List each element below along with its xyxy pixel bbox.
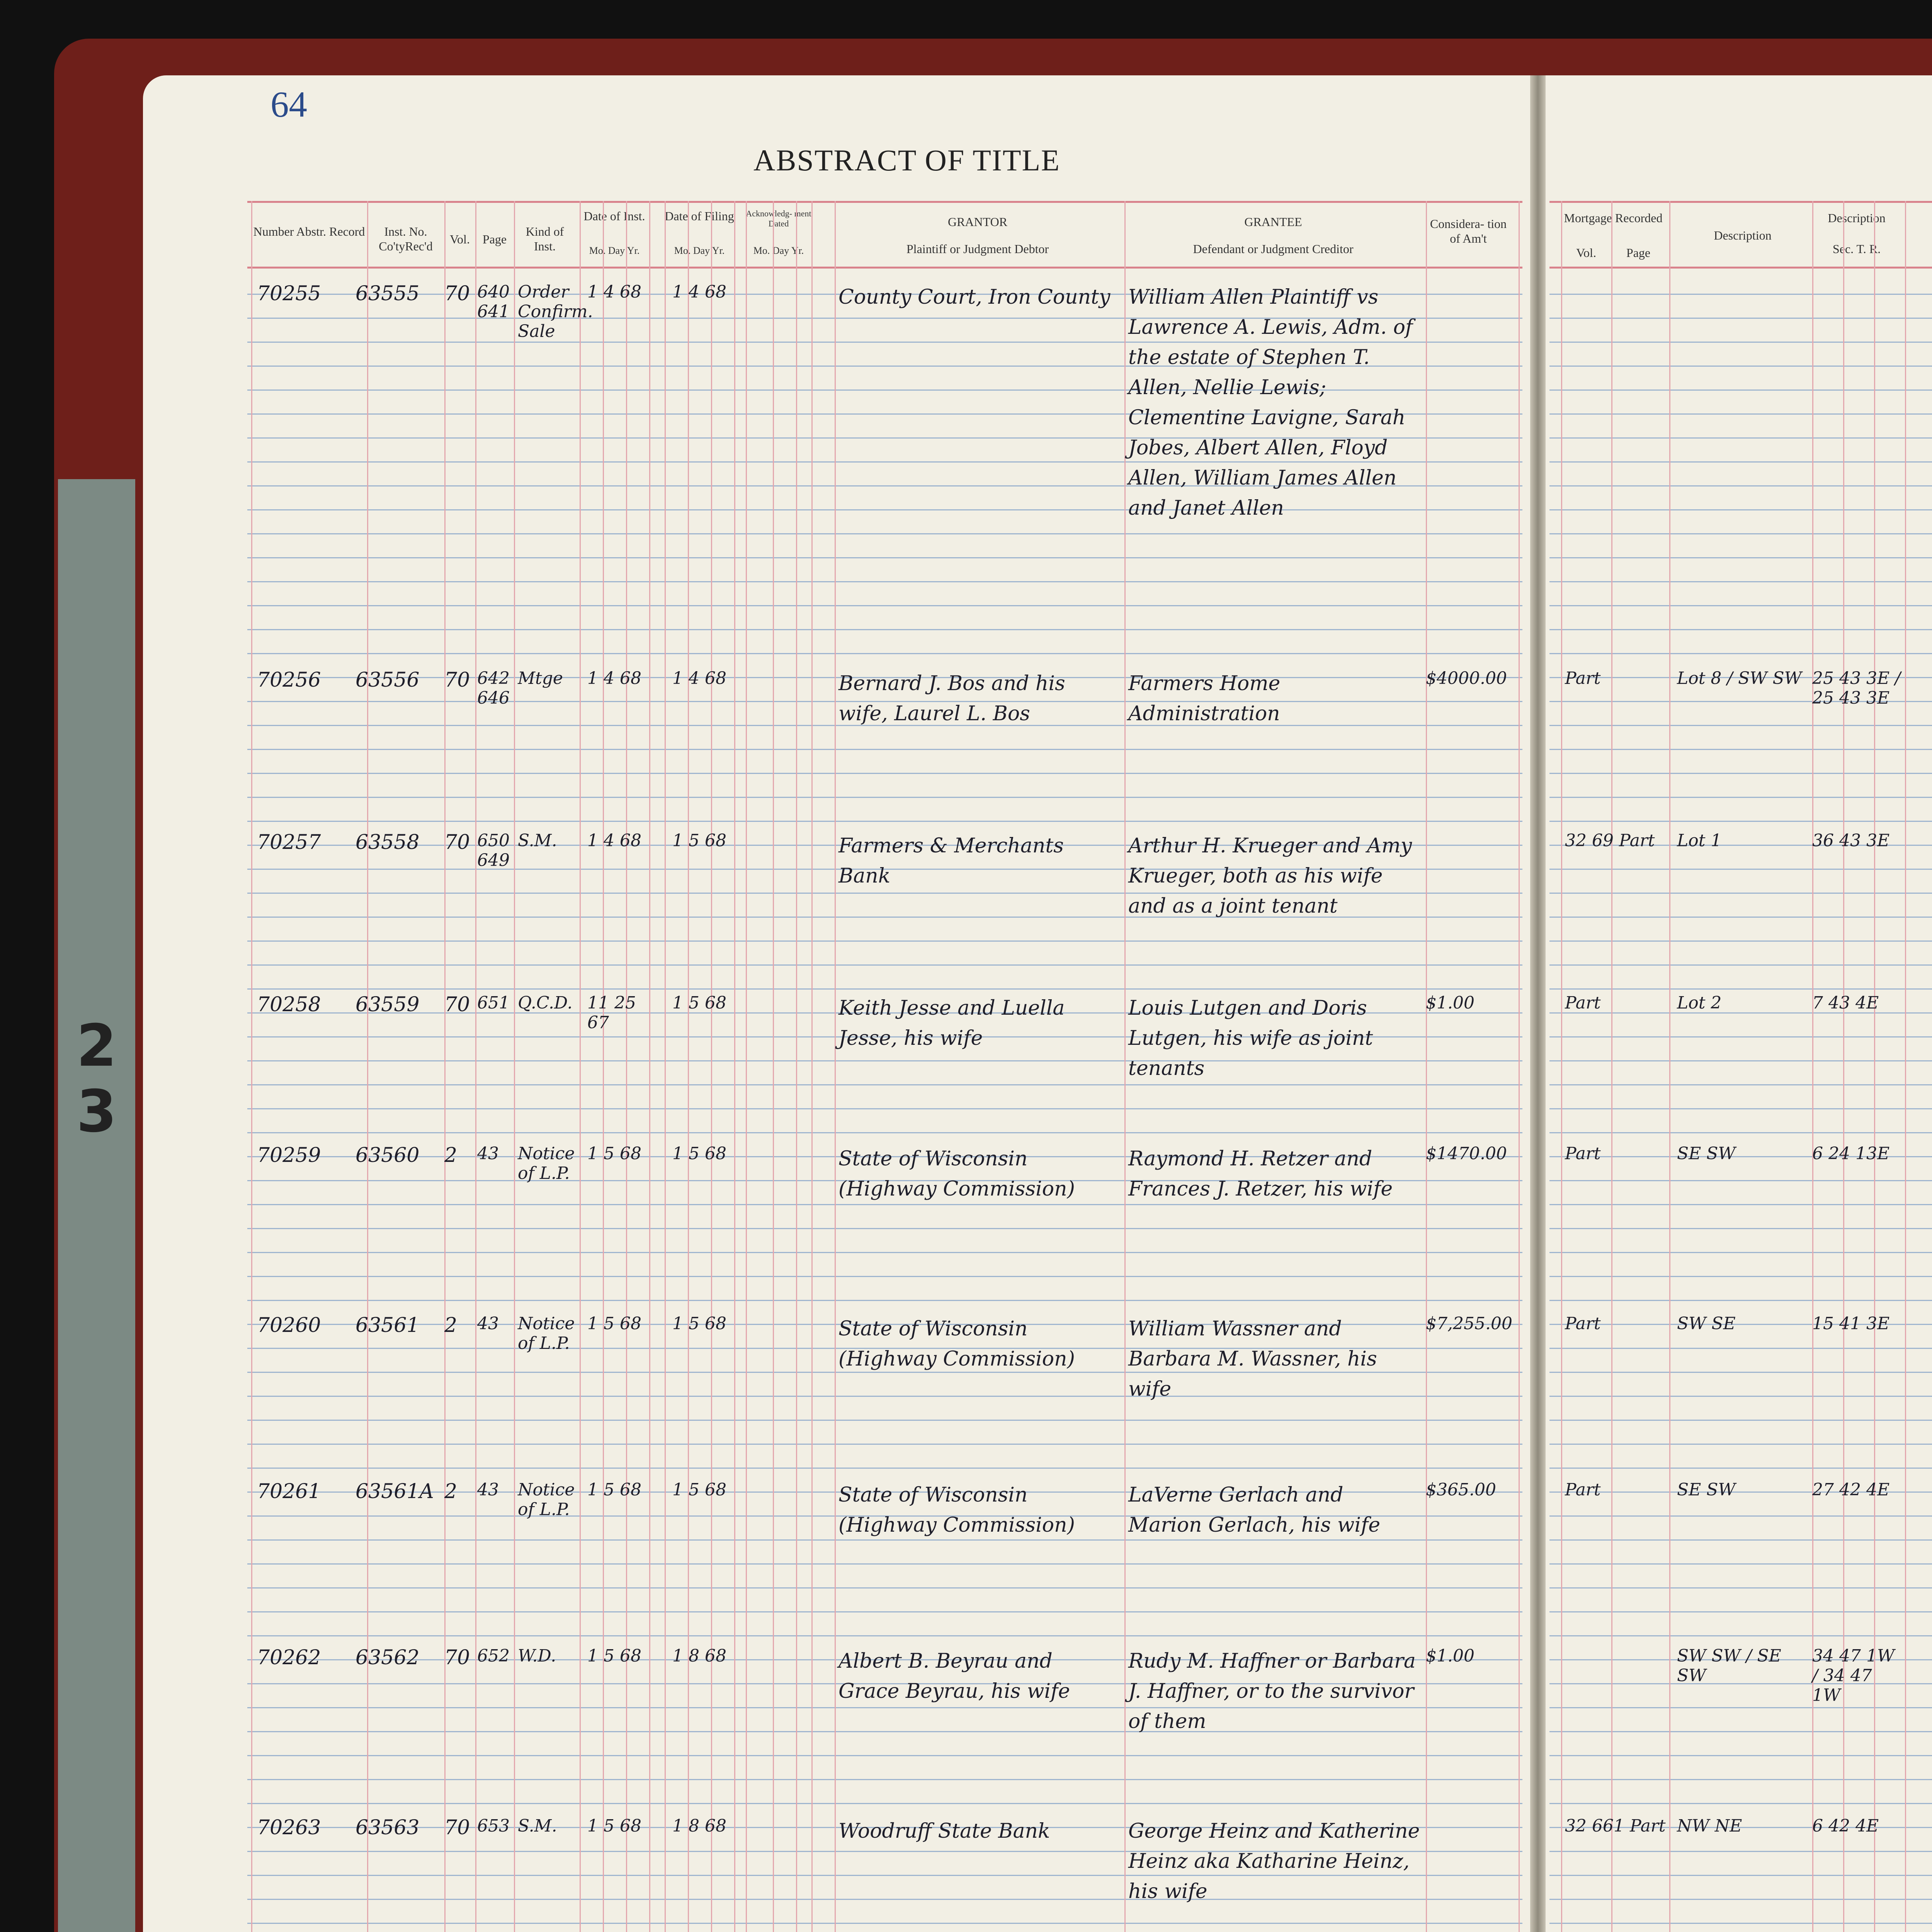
entry-date-filing: 1 8 68 xyxy=(672,1816,726,1836)
column-rule xyxy=(475,201,476,1932)
header-description-c xyxy=(1905,228,1932,243)
entry-page: 653 xyxy=(477,1816,510,1836)
column-rule xyxy=(1905,201,1906,1932)
column-rule xyxy=(835,201,836,1932)
book-gutter xyxy=(1530,75,1546,1932)
ruled-line xyxy=(247,629,1522,630)
header-consideration: Considera- tion of Am't xyxy=(1430,217,1507,245)
entry-inst-no: 63556 xyxy=(355,668,420,692)
ruled-line xyxy=(247,1108,1522,1109)
ruled-line xyxy=(247,940,1522,942)
header-description-b: Description xyxy=(1828,211,1886,225)
entry-vol: 70 xyxy=(444,282,470,305)
ruled-line xyxy=(247,653,1522,654)
column-rule xyxy=(251,201,252,1932)
ruled-line xyxy=(247,557,1522,558)
header-bottom-rule-left xyxy=(247,267,1522,269)
entry-date-inst: 1 5 68 xyxy=(587,1816,641,1836)
cover-spine-strip xyxy=(58,479,135,1932)
entry-date-filing: 1 5 68 xyxy=(672,1144,726,1163)
ruled-line xyxy=(247,1755,1522,1756)
header-grantee-sub: Defendant or Judgment Creditor xyxy=(1193,242,1354,256)
entry-description: NW NE xyxy=(1677,1816,1742,1836)
entry-kind: Notice of L.P. xyxy=(518,1480,575,1519)
column-rule xyxy=(1519,201,1520,1932)
column-rule xyxy=(603,201,604,1932)
entry-sec-t-r: 27 42 4E xyxy=(1812,1480,1890,1500)
header-kind: Kind of Inst. xyxy=(526,224,564,253)
header-mortgage-page: Page xyxy=(1626,246,1651,260)
entry-page: 43 xyxy=(477,1314,499,1333)
entry-number: 70263 xyxy=(257,1816,321,1839)
entry-consideration: $7,255.00 xyxy=(1426,1314,1512,1333)
entry-date-inst: 1 4 68 xyxy=(587,831,641,850)
entry-grantor: State of Wisconsin (Highway Commission) xyxy=(838,1483,1075,1537)
header-page: Page xyxy=(482,232,507,246)
entry-vol: 2 xyxy=(444,1314,457,1337)
ruled-line xyxy=(247,581,1522,582)
entry-inst-no: 63562 xyxy=(355,1646,420,1669)
entry-sec-t-r: 6 24 13E xyxy=(1812,1144,1890,1163)
ruled-line xyxy=(247,988,1522,990)
ruled-line xyxy=(247,1252,1522,1253)
entry-grantor: County Court, Iron County xyxy=(838,286,1111,309)
entry-vol: 70 xyxy=(444,1646,470,1669)
ruled-line xyxy=(247,1276,1522,1277)
entry-grantee: William Wassner and Barbara M. Wassner, his wife xyxy=(1128,1317,1377,1401)
tab-number-top: 2 xyxy=(76,1012,117,1080)
entry-date-filing: 1 5 68 xyxy=(672,831,726,850)
entry-inst-no: 63561A xyxy=(355,1480,434,1503)
entry-page: 651 xyxy=(477,993,510,1013)
column-rule xyxy=(734,201,735,1932)
entry-date-inst: 1 4 68 xyxy=(587,282,641,302)
entry-kind: Mtge xyxy=(518,668,563,688)
entry-number: 70261 xyxy=(257,1480,321,1503)
entry-mortgage: 32 69 Part xyxy=(1565,831,1655,850)
entry-mortgage: Part xyxy=(1565,1144,1601,1163)
entry-description: Lot 8 / SW SW xyxy=(1677,668,1802,688)
entry-date-inst: 1 5 68 xyxy=(587,1480,641,1500)
ruled-line xyxy=(247,1084,1522,1085)
entry-page: 43 xyxy=(477,1144,499,1163)
entry-date-inst: 1 5 68 xyxy=(587,1144,641,1163)
entry-sec-t-r: 15 41 3E xyxy=(1812,1314,1890,1333)
entry-vol: 70 xyxy=(444,668,470,692)
header-mortgage: Mortgage Recorded xyxy=(1564,211,1663,225)
entry-page: 43 xyxy=(477,1480,499,1500)
entry-grantor: Woodruff State Bank xyxy=(838,1820,1050,1843)
header-grantor-sub: Plaintiff or Judgment Debtor xyxy=(906,242,1049,256)
column-rule xyxy=(1426,201,1427,1932)
column-rule xyxy=(1669,201,1670,1932)
entry-number: 70255 xyxy=(257,282,321,305)
header-ack: Acknowledg- ment Dated xyxy=(746,209,811,228)
entry-mortgage: Part xyxy=(1565,1480,1601,1500)
entry-grantee: Farmers Home Administration xyxy=(1128,672,1281,725)
entry-number: 70259 xyxy=(257,1144,321,1167)
entry-description: SE SW xyxy=(1677,1144,1736,1163)
column-rule xyxy=(1611,201,1612,1932)
header-date-inst-sub: Mo. Day Yr. xyxy=(589,245,640,256)
entry-vol: 2 xyxy=(444,1144,457,1167)
column-rule xyxy=(367,201,368,1932)
entry-kind: S.M. xyxy=(518,831,557,850)
left-page-number: 64 xyxy=(270,84,307,125)
entry-inst-no: 63563 xyxy=(355,1816,420,1839)
entry-vol: 70 xyxy=(444,993,470,1016)
column-rule xyxy=(626,201,627,1932)
entry-mortgage: 32 661 Part xyxy=(1565,1816,1666,1836)
column-rule xyxy=(444,201,446,1932)
entry-inst-no: 63558 xyxy=(355,831,420,854)
ruled-line xyxy=(247,1300,1522,1301)
column-rule xyxy=(1124,201,1126,1932)
ruled-line xyxy=(247,1420,1522,1421)
entry-mortgage: Part xyxy=(1565,1314,1601,1333)
entry-mortgage: Part xyxy=(1565,993,1601,1013)
entry-kind: Order Confirm. Sale xyxy=(518,282,593,341)
entry-description: SW SE xyxy=(1677,1314,1736,1333)
header-sec-t-r: Sec. T. R. xyxy=(1832,242,1881,256)
entry-inst-no: 63560 xyxy=(355,1144,420,1167)
column-rule xyxy=(1561,201,1562,1932)
entry-grantee: Raymond H. Retzer and Frances J. Retzer, his wife xyxy=(1128,1147,1393,1201)
ruled-line xyxy=(247,797,1522,798)
ruled-line xyxy=(247,1228,1522,1229)
header-number: Number Abstr. Record xyxy=(253,224,365,238)
entry-date-filing: 1 5 68 xyxy=(672,1314,726,1333)
ruled-line xyxy=(247,1444,1522,1445)
column-rule xyxy=(688,201,689,1932)
entry-consideration: $1.00 xyxy=(1426,993,1475,1013)
header-description-a: Description xyxy=(1714,228,1772,242)
entry-kind: S.M. xyxy=(518,1816,557,1836)
column-rule xyxy=(580,201,581,1932)
ruled-line xyxy=(247,773,1522,774)
entry-number: 70258 xyxy=(257,993,321,1016)
entry-vol: 2 xyxy=(444,1480,457,1503)
entry-date-filing: 1 4 68 xyxy=(672,282,726,302)
ruled-line xyxy=(247,605,1522,606)
entry-date-inst: 1 5 68 xyxy=(587,1314,641,1333)
entry-date-inst: 1 4 68 xyxy=(587,668,641,688)
entry-number: 70260 xyxy=(257,1314,321,1337)
entry-description: Lot 2 xyxy=(1677,993,1722,1013)
entry-number: 70262 xyxy=(257,1646,321,1669)
entry-grantee: LaVerne Gerlach and Marion Gerlach, his wife xyxy=(1128,1483,1381,1537)
entry-number: 70257 xyxy=(257,831,321,854)
entry-sec-t-r: 6 42 4E xyxy=(1812,1816,1879,1836)
entry-grantee: Louis Lutgen and Doris Lutgen, his wife as joint tenants xyxy=(1128,997,1373,1080)
left-page-title: ABSTRACT OF TITLE xyxy=(753,143,1060,177)
entry-inst-no: 63559 xyxy=(355,993,420,1016)
entry-date-filing: 1 5 68 xyxy=(672,993,726,1013)
entry-grantor: Keith Jesse and Luella Jesse, his wife xyxy=(838,997,1065,1050)
entry-date-filing: 1 4 68 xyxy=(672,668,726,688)
entry-consideration: $1470.00 xyxy=(1426,1144,1507,1163)
header-inst-no: Inst. No. Co'tyRec'd xyxy=(379,224,433,253)
column-rule xyxy=(796,201,797,1932)
column-rule xyxy=(514,201,515,1932)
entry-grantee: Arthur H. Krueger and Amy Krueger, both as his wife and as a joint tenant xyxy=(1128,834,1412,918)
column-rule xyxy=(773,201,774,1932)
entry-sec-t-r: 36 43 3E xyxy=(1812,831,1890,850)
ruled-line xyxy=(247,1635,1522,1636)
ruled-line xyxy=(247,533,1522,534)
header-vol: Vol. xyxy=(450,232,470,246)
header-ack-sub: Mo. Day Yr. xyxy=(753,245,804,256)
tab-number-bottom: 3 xyxy=(76,1078,117,1145)
ruled-line xyxy=(247,1563,1522,1565)
ruled-line xyxy=(247,1587,1522,1588)
header-date-filing: Date of Filing xyxy=(665,209,734,223)
header-top-rule-left xyxy=(247,201,1522,203)
ruled-line xyxy=(247,1923,1522,1924)
entry-grantee: Rudy M. Haffner or Barbara J. Haffner, or to the survivor of them xyxy=(1128,1650,1416,1733)
entry-number: 70256 xyxy=(257,668,321,692)
entry-page: 640 641 xyxy=(477,282,510,321)
entry-sec-t-r: 25 43 3E / 25 43 3E xyxy=(1812,668,1901,708)
entry-grantor: Bernard J. Bos and his wife, Laurel L. Bos xyxy=(838,672,1065,725)
entry-kind: Q.C.D. xyxy=(518,993,573,1013)
entry-grantor: State of Wisconsin (Highway Commission) xyxy=(838,1317,1075,1371)
ruled-line xyxy=(247,749,1522,750)
ruled-line xyxy=(247,1803,1522,1804)
entry-page: 652 xyxy=(477,1646,510,1666)
ruled-line xyxy=(247,1468,1522,1469)
column-rule xyxy=(811,201,813,1932)
entry-kind: W.D. xyxy=(518,1646,556,1666)
entry-consideration: $4000.00 xyxy=(1426,668,1507,688)
header-date-filing-sub: Mo. Day Yr. xyxy=(674,245,725,256)
entry-page: 650 649 xyxy=(477,831,510,870)
header-grantor: GRANTOR xyxy=(947,215,1008,229)
entry-grantor: Albert B. Beyrau and Grace Beyrau, his wife xyxy=(838,1650,1070,1703)
ruled-line xyxy=(247,1204,1522,1205)
column-rule xyxy=(649,201,650,1932)
header-grantee: GRANTEE xyxy=(1244,215,1302,229)
ruled-line xyxy=(247,1779,1522,1780)
entry-description: SW SW / SE SW xyxy=(1677,1646,1781,1685)
entry-kind: Notice of L.P. xyxy=(518,1314,575,1353)
ruled-line xyxy=(247,1132,1522,1133)
entry-description: SE SW xyxy=(1677,1480,1736,1500)
entry-sec-t-r: 7 43 4E xyxy=(1812,993,1879,1013)
ruled-line xyxy=(247,964,1522,966)
entry-kind: Notice of L.P. xyxy=(518,1144,575,1183)
entry-date-inst: 1 5 68 xyxy=(587,1646,641,1666)
entry-vol: 70 xyxy=(444,831,470,854)
entry-inst-no: 63555 xyxy=(355,282,420,305)
ruled-line xyxy=(247,821,1522,822)
entry-inst-no: 63561 xyxy=(355,1314,420,1337)
entry-sec-t-r: 34 47 1W / 34 47 1W xyxy=(1812,1646,1895,1705)
entry-description: Lot 1 xyxy=(1677,831,1722,850)
entry-vol: 70 xyxy=(444,1816,470,1839)
entry-page: 642 646 xyxy=(477,668,510,708)
entry-date-filing: 1 8 68 xyxy=(672,1646,726,1666)
entry-consideration: $1.00 xyxy=(1426,1646,1475,1666)
header-mortgage-vol: Vol. xyxy=(1576,246,1596,260)
entry-grantor: State of Wisconsin (Highway Commission) xyxy=(838,1147,1075,1201)
entry-consideration: $365.00 xyxy=(1426,1480,1496,1500)
column-rule xyxy=(665,201,666,1932)
entry-grantee: George Heinz and Katherine Heinz aka Katharine Heinz, his wife xyxy=(1128,1820,1420,1903)
entry-mortgage: Part xyxy=(1565,668,1601,688)
entry-date-filing: 1 5 68 xyxy=(672,1480,726,1500)
column-rule xyxy=(746,201,747,1932)
entry-date-inst: 11 25 67 xyxy=(587,993,636,1032)
entry-grantor: Farmers & Merchants Bank xyxy=(838,834,1064,888)
entry-grantee: William Allen Plaintiff vs Lawrence A. Lewis, Adm. of the estate of Stephen T. Allen, Nellie Lewis; Clementine Lavigne, Sarah Jobes, Albert Allen, Floyd Allen, William James Allen and Janet Allen xyxy=(1128,286,1413,520)
column-rule xyxy=(711,201,712,1932)
header-date-inst: Date of Inst. xyxy=(583,209,645,223)
ruled-line xyxy=(247,1611,1522,1612)
